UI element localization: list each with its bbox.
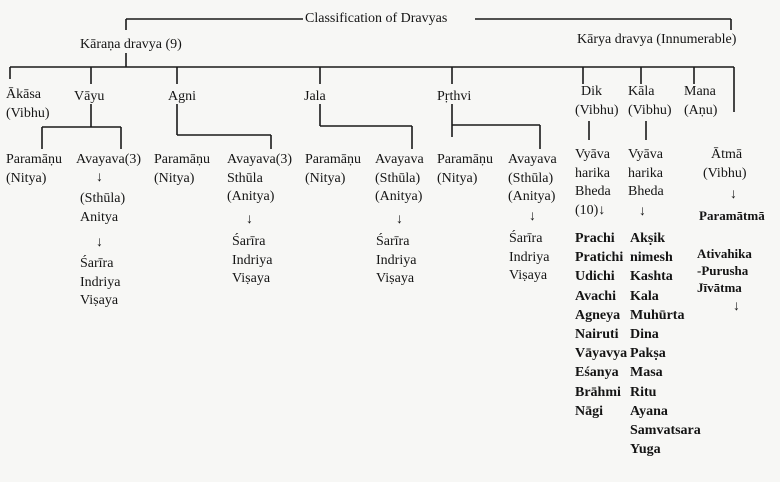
jala-visaya: Viṣaya	[376, 271, 415, 287]
prthvi-down-arrow-icon: ↓	[529, 209, 536, 224]
akasa-node	[6, 86, 49, 123]
kala-node	[628, 83, 671, 120]
kala-vyavaharika	[628, 146, 664, 202]
kala-unit: Ayana	[630, 403, 668, 419]
dik-direction: Agneya	[575, 307, 621, 323]
dik-count	[575, 202, 611, 221]
kala-down-arrow-icon: ↓	[639, 204, 646, 219]
prthvi-paramanu	[437, 151, 493, 188]
prthvi-node: Pṛthvi	[437, 89, 472, 104]
jala-sarira: Śarīra	[376, 234, 410, 249]
vayu-visaya: Viṣaya	[80, 293, 119, 309]
vayu-sthula: (Sthūla)	[80, 191, 126, 206]
vayu-avayava: Avayava(3)	[76, 152, 142, 167]
dik-name: Dik	[581, 84, 602, 99]
jivatma-group	[697, 245, 752, 296]
prthvi-forms	[509, 230, 549, 286]
dik-bheda: Bheda	[575, 184, 611, 200]
kala-unit: Kala	[630, 288, 659, 304]
mana-node	[684, 83, 717, 120]
kala-unit: Muhūrta	[630, 307, 685, 323]
dik-count-label: (10)	[575, 202, 599, 218]
mana-anu: (Aṇu)	[684, 102, 718, 118]
vayu-sarira: Śarīra	[80, 256, 114, 271]
jivatma-down-arrow-icon: ↓	[733, 299, 740, 314]
kala-unit: Yuga	[630, 442, 661, 458]
kala-unit: Pakṣa	[630, 346, 666, 362]
kala-unit: Akṣik	[630, 231, 666, 246]
ativahika-label: Ativahika	[697, 246, 752, 261]
dik-direction: Pratichi	[575, 250, 624, 266]
agni-paramanu-nitya: (Nitya)	[154, 170, 195, 186]
atma-node	[703, 146, 746, 183]
akasa-vibhu: (Vibhu)	[6, 105, 50, 121]
prthvi-sarira: Śarīra	[509, 231, 543, 246]
kala-harika: harika	[628, 165, 663, 181]
kala-vyava: Vyāva	[628, 147, 663, 162]
vayu-anitya: Anitya	[80, 209, 119, 225]
mana-name: Mana	[684, 84, 716, 99]
dik-direction: Nairuti	[575, 327, 619, 343]
kala-unit: Dina	[630, 327, 659, 343]
dik-vyava: Vyāva	[575, 147, 610, 162]
jala-avayava	[375, 151, 424, 207]
jala-down-arrow-icon: ↓	[396, 212, 403, 227]
vayu-avayava-sub	[80, 190, 125, 227]
jala-node: Jala	[304, 89, 326, 104]
prthvi-paramanu-nitya: (Nitya)	[437, 170, 478, 186]
prthvi-avayava-label: Avayava	[508, 152, 557, 167]
prthvi-anitya: (Anitya)	[508, 189, 556, 205]
agni-sarira: Śarīra	[232, 234, 266, 249]
dik-direction: Vāyavya	[575, 346, 628, 362]
vayu-paramanu-label: Paramāṇu	[6, 152, 62, 167]
purusha-label: -Purusha	[697, 263, 749, 278]
dik-direction: Eśanya	[575, 365, 619, 381]
atma-vibhu: (Vibhu)	[703, 165, 747, 181]
vayu-forms-arrow-icon: ↓	[96, 235, 103, 250]
agni-sthula: Sthūla	[227, 170, 263, 186]
vayu-indriya: Indriya	[80, 274, 121, 290]
agni-forms	[232, 233, 272, 289]
dik-node	[575, 83, 618, 120]
prthvi-avayava	[508, 151, 557, 207]
agni-node: Agni	[168, 89, 196, 104]
kala-units-list	[630, 229, 701, 459]
jala-forms	[376, 233, 416, 289]
kala-unit: nimesh	[630, 250, 673, 266]
vayu-node: Vāyu	[74, 89, 105, 104]
dik-direction: Nāgi	[575, 403, 603, 419]
prthvi-sthula: (Sthūla)	[508, 170, 554, 186]
jala-avayava-label: Avayava	[375, 152, 424, 167]
vayu-paramanu	[6, 151, 62, 188]
jala-sthula: (Sthūla)	[375, 170, 421, 186]
dik-direction: Udichi	[575, 269, 615, 285]
kala-unit: Ritu	[630, 384, 657, 400]
dik-harika: harika	[575, 165, 610, 181]
kala-bheda: Bheda	[628, 184, 664, 200]
atma-name: Ātmā	[711, 147, 743, 162]
dik-direction: Brāhmi	[575, 384, 621, 400]
agni-anitya: (Anitya)	[227, 189, 275, 205]
agni-avayava	[227, 151, 292, 207]
karya-dravya-label: Kārya dravya (Innumerable)	[577, 32, 737, 47]
agni-paramanu	[154, 151, 210, 188]
jala-paramanu	[305, 151, 361, 188]
jala-indriya: Indriya	[376, 252, 417, 268]
agni-paramanu-label: Paramāṇu	[154, 152, 210, 167]
prthvi-visaya: Viṣaya	[509, 268, 548, 284]
jala-paramanu-label: Paramāṇu	[305, 152, 361, 167]
dik-down-arrow-icon: ↓	[598, 202, 606, 218]
prthvi-paramanu-label: Paramāṇu	[437, 152, 493, 167]
kala-unit: Samvatsara	[630, 423, 701, 439]
akasa-name: Ākāsa	[6, 87, 41, 102]
dik-vibhu: (Vibhu)	[575, 102, 619, 118]
jala-paramanu-nitya: (Nitya)	[305, 170, 346, 186]
prthvi-indriya: Indriya	[509, 249, 550, 265]
dik-directions-list	[575, 229, 627, 421]
paramatma-label: Paramātmā	[699, 208, 765, 223]
dik-direction: Avachi	[575, 288, 616, 304]
dik-direction: Prachi	[575, 231, 615, 246]
agni-indriya: Indriya	[232, 252, 273, 268]
jivatma-label: Jīvātma	[697, 280, 742, 295]
kala-unit: Kashta	[630, 269, 673, 285]
jala-anitya: (Anitya)	[375, 189, 423, 205]
agni-visaya: Viṣaya	[232, 271, 271, 287]
dik-vyavaharika	[575, 146, 611, 220]
agni-avayava-label: Avayava(3)	[227, 152, 293, 167]
kala-unit: Masa	[630, 365, 663, 381]
vayu-paramanu-nitya: (Nitya)	[6, 170, 47, 186]
karana-dravya-label: Kāraṇa dravya (9)	[80, 37, 182, 52]
atma-down-arrow-icon: ↓	[730, 187, 737, 202]
vayu-down-arrow-icon: ↓	[96, 170, 103, 185]
kala-vibhu: (Vibhu)	[628, 102, 672, 118]
kala-name: Kāla	[628, 84, 655, 99]
diagram-title: Classification of Dravyas	[305, 11, 448, 26]
vayu-forms	[80, 255, 120, 311]
agni-down-arrow-icon: ↓	[246, 212, 253, 227]
